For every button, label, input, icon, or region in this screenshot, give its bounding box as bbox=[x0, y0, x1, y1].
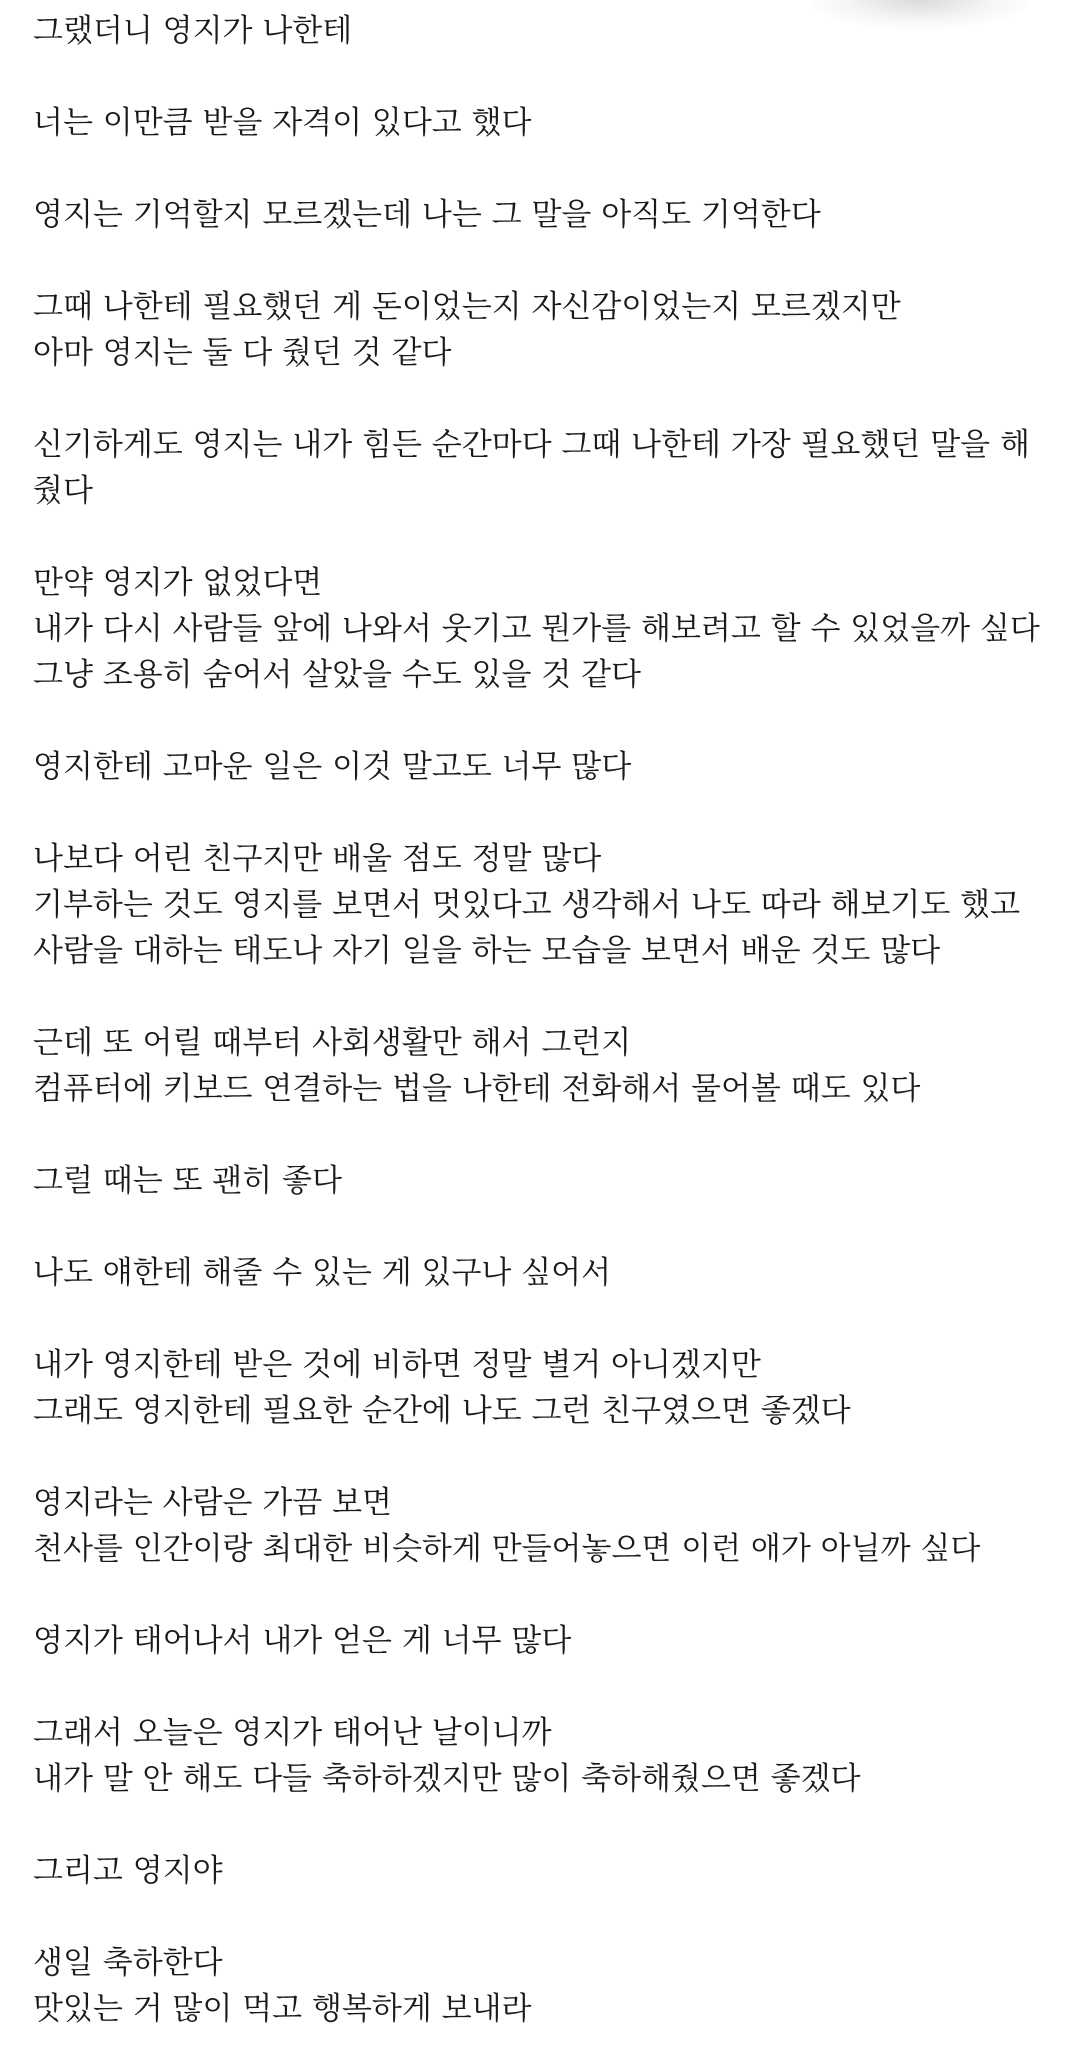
letter-body bbox=[33, 8, 1073, 2048]
paragraph bbox=[33, 1020, 1073, 1112]
paragraph bbox=[33, 1342, 1073, 1434]
text-line: 사람을 대하는 태도나 자기 일을 하는 모습을 보면서 배운 것도 많다 bbox=[33, 933, 941, 969]
text-line: 그리고 영지야 bbox=[33, 1853, 223, 1889]
paragraph bbox=[33, 100, 1073, 146]
text-line: 만약 영지가 없었다면 bbox=[33, 565, 323, 601]
paragraph bbox=[33, 422, 1073, 514]
text-line: 내가 말 안 해도 다들 축하하겠지만 많이 축하해줬으면 좋겠다 bbox=[33, 1761, 861, 1797]
paragraph bbox=[33, 8, 1073, 54]
text-line: 나도 얘한테 해줄 수 있는 게 있구나 싶어서 bbox=[33, 1255, 612, 1291]
text-line: 천사를 인간이랑 최대한 비슷하게 만들어놓으면 이런 애가 아닐까 싶다 bbox=[33, 1531, 981, 1567]
paragraph bbox=[33, 744, 1073, 790]
text-line: 너는 이만큼 받을 자격이 있다고 했다 bbox=[33, 105, 532, 141]
paragraph bbox=[33, 1480, 1073, 1572]
text-line: 생일 축하한다 bbox=[33, 1945, 223, 1981]
paragraph bbox=[33, 1250, 1073, 1296]
text-line: 그럴 때는 또 괜히 좋다 bbox=[33, 1163, 342, 1199]
text-line: 기부하는 것도 영지를 보면서 멋있다고 생각해서 나도 따라 해보기도 했고 bbox=[33, 887, 1021, 923]
text-line: 나보다 어린 친구지만 배울 점도 정말 많다 bbox=[33, 841, 602, 877]
text-line: 근데 또 어릴 때부터 사회생활만 해서 그런지 bbox=[33, 1025, 632, 1061]
paragraph bbox=[33, 1940, 1073, 2032]
paragraph bbox=[33, 284, 1073, 376]
paragraph bbox=[33, 1848, 1073, 1894]
paragraph bbox=[33, 192, 1073, 238]
paragraph bbox=[33, 1158, 1073, 1204]
text-line: 영지는 기억할지 모르겠는데 나는 그 말을 아직도 기억한다 bbox=[33, 197, 821, 233]
text-line: 내가 영지한테 받은 것에 비하면 정말 별거 아니겠지만 bbox=[33, 1347, 761, 1383]
paragraph bbox=[33, 836, 1073, 974]
text-line: 그랬더니 영지가 나한테 bbox=[33, 13, 353, 49]
text-line: 신기하게도 영지는 내가 힘든 순간마다 그때 나한테 가장 필요했던 말을 해 bbox=[33, 427, 1030, 463]
text-line: 그냥 조용히 숨어서 살았을 수도 있을 것 같다 bbox=[33, 657, 642, 693]
text-line: 맛있는 거 많이 먹고 행복하게 보내라 bbox=[33, 1991, 532, 2027]
text-line: 영지가 태어나서 내가 얻은 게 너무 많다 bbox=[33, 1623, 572, 1659]
paragraph bbox=[33, 560, 1073, 698]
text-line: 영지라는 사람은 가끔 보면 bbox=[33, 1485, 392, 1521]
text-line: 그때 나한테 필요했던 게 돈이었는지 자신감이었는지 모르겠지만 bbox=[33, 289, 901, 325]
text-line: 그래서 오늘은 영지가 태어난 날이니까 bbox=[33, 1715, 552, 1751]
text-line: 영지한테 고마운 일은 이것 말고도 너무 많다 bbox=[33, 749, 632, 785]
text-line: 줬다 bbox=[33, 473, 93, 509]
text-line: 컴퓨터에 키보드 연결하는 법을 나한테 전화해서 물어볼 때도 있다 bbox=[33, 1071, 921, 1107]
text-line: 내가 다시 사람들 앞에 나와서 웃기고 뭔가를 해보려고 할 수 있었을까 싶다 bbox=[33, 611, 1040, 647]
text-line: 그래도 영지한테 필요한 순간에 나도 그런 친구였으면 좋겠다 bbox=[33, 1393, 851, 1429]
paragraph bbox=[33, 1618, 1073, 1664]
paragraph bbox=[33, 1710, 1073, 1802]
text-line: 아마 영지는 둘 다 줬던 것 같다 bbox=[33, 335, 452, 371]
